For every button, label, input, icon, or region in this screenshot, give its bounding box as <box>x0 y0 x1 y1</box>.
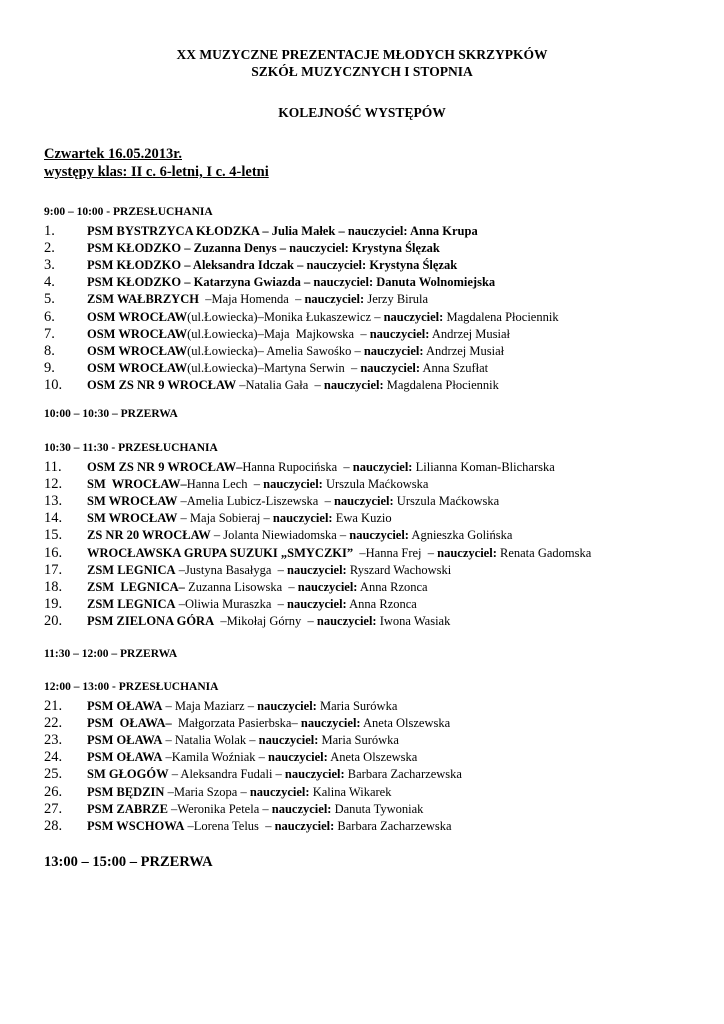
separator: (ul.Łowiecka)– <box>187 343 267 358</box>
teacher-name: Iwona Wasiak <box>376 613 451 628</box>
performance-entry <box>87 579 428 596</box>
performance-entry <box>87 749 417 766</box>
performance-number: 13. <box>44 493 63 510</box>
student-name: Maria Szopa <box>173 784 238 799</box>
separator: – <box>162 750 172 765</box>
teacher-name: Urszula Maćkowska <box>322 477 429 492</box>
teacher-label: nauczyciel: <box>333 494 394 509</box>
school-name: PSM BYSTRZYCA KŁODZKA <box>87 224 260 238</box>
performance-row <box>0 274 724 291</box>
teacher-label: nauczyciel: <box>347 224 408 238</box>
schedule-block-label: 10:00 – 10:30 – PRZERWA <box>44 408 178 420</box>
performance-entry <box>87 545 591 562</box>
student-name: Hanna Rupocińska <box>242 460 338 474</box>
separator: – <box>175 562 185 577</box>
separator: – <box>237 784 250 799</box>
performance-number: 2. <box>44 240 55 257</box>
teacher-name: Maria Surówka <box>318 733 399 748</box>
teacher-name: Danuta Wolnomiejska <box>373 275 496 290</box>
school-name: OSM WROCŁAW <box>87 343 188 358</box>
performance-number: 20. <box>44 612 63 629</box>
school-name: PSM ZIELONA GÓRA <box>87 613 215 628</box>
school-name: OSM WROCŁAW <box>87 309 188 324</box>
performance-number: 9. <box>44 359 55 376</box>
performance-number: 6. <box>44 308 55 325</box>
separator: – <box>318 494 334 509</box>
document-title: XX MUZYCZNE PREZENTACJE MŁODYCH SKRZYPKÓW <box>176 47 548 62</box>
separator: – <box>300 275 314 290</box>
school-name: PSM KŁODZKO <box>87 241 182 256</box>
performance-entry <box>87 801 423 818</box>
performance-number: 8. <box>44 342 55 359</box>
separator: – <box>184 818 194 833</box>
teacher-label: nauczyciel: <box>304 292 365 307</box>
performance-entry <box>87 732 399 749</box>
teacher-name: Ewa Kuzio <box>332 511 392 526</box>
performance-number: 7. <box>44 325 55 342</box>
performance-row <box>0 343 724 360</box>
separator: – <box>181 275 194 290</box>
school-name: SM WROCŁAW– <box>87 477 187 492</box>
performance-number: 23. <box>44 732 63 749</box>
performance-number: 22. <box>44 715 63 732</box>
performance-entry <box>87 784 391 801</box>
student-name: Oliwia Muraszka <box>184 596 272 611</box>
schedule-block-label: 9:00 – 10:00 - PRZESŁUCHANIA <box>44 206 213 218</box>
school-name: PSM OŁAWA– <box>87 716 172 731</box>
separator: (ul.Łowiecka)– <box>187 309 264 324</box>
performance-number: 15. <box>44 527 63 544</box>
performance-entry <box>87 562 451 579</box>
teacher-name: Krystyna Ślęzak <box>366 258 458 273</box>
separator: – <box>210 528 224 543</box>
teacher-label: nauczyciel: <box>352 460 413 474</box>
schedule-block-label: 10:30 – 11:30 - PRZESŁUCHANIA <box>44 442 218 454</box>
teacher-label: nauczyciel: <box>257 699 317 713</box>
performance-row <box>0 749 724 766</box>
school-name: WROCŁAWSKA GRUPA SUZUKI „SMYCZKI” <box>87 545 354 560</box>
performance-row <box>0 257 724 274</box>
school-name: ZSM WAŁBRZYCH <box>87 292 199 307</box>
separator: – <box>276 241 290 256</box>
teacher-label: nauczyciel: <box>369 326 430 341</box>
performance-entry <box>87 698 397 715</box>
performance-number: 10. <box>44 376 63 393</box>
performance-row <box>0 309 724 326</box>
school-name: ZSM LEGNICA <box>87 596 176 611</box>
performance-number: 5. <box>44 291 55 308</box>
student-name: Amelia Sawośko <box>266 343 352 358</box>
separator: – <box>247 477 264 492</box>
student-name: Lorena Telus <box>193 818 259 833</box>
student-name: Maja Sobieraj <box>189 511 261 526</box>
separator: – <box>246 733 259 748</box>
separator: – <box>335 224 348 238</box>
teacher-label: nauczyciel: <box>297 579 358 594</box>
student-name: Katarzyna Gwiazda <box>193 275 301 290</box>
student-name: Hanna Lech <box>186 477 248 492</box>
teacher-name: Magdalena Płociennik <box>383 377 499 392</box>
performance-entry <box>87 326 510 343</box>
performance-row <box>0 613 724 630</box>
student-name: Zuzanna Lisowska <box>188 579 283 594</box>
separator: – <box>162 733 175 748</box>
performance-row <box>0 510 724 527</box>
schedule-block-label: 12:00 – 13:00 - PRZESŁUCHANIA <box>44 681 219 693</box>
teacher-label: nauczyciel: <box>249 784 310 799</box>
teacher-name: Renata Gadomska <box>496 545 592 560</box>
student-name: Aleksandra Fudali <box>180 767 273 782</box>
separator: – <box>288 292 305 307</box>
schedule-block-label: 11:30 – 12:00 – PRZERWA <box>44 648 178 660</box>
separator: – <box>198 292 212 307</box>
student-name: Kamila Woźniak <box>171 750 256 765</box>
performance-row <box>0 715 724 732</box>
performance-number: 18. <box>44 578 63 595</box>
separator: – <box>162 699 175 713</box>
separator: (ul.Łowiecka)– <box>187 326 264 341</box>
teacher-name: Barbara Zacharzewska <box>334 818 452 833</box>
separator: – <box>282 579 298 594</box>
school-name: ZSM LEGNICA <box>87 562 176 577</box>
performance-row <box>0 698 724 715</box>
student-name: Małgorzata Pasierbska <box>177 716 292 731</box>
separator: – <box>301 613 317 628</box>
separator: – <box>168 767 181 782</box>
performance-number: 11. <box>44 459 62 475</box>
performance-row <box>0 291 724 308</box>
teacher-label: nauczyciel: <box>268 750 328 765</box>
performance-row <box>0 223 724 240</box>
separator: – <box>337 460 353 474</box>
performance-row <box>0 562 724 579</box>
performance-number: 19. <box>44 595 63 612</box>
student-name: Maja Majkowska <box>263 326 355 341</box>
teacher-label: nauczyciel: <box>306 258 367 273</box>
student-name: Aleksandra Idczak <box>192 258 294 273</box>
performance-row <box>0 527 724 544</box>
performance-number: 4. <box>44 274 55 291</box>
performance-entry <box>87 223 478 240</box>
separator: – <box>354 326 370 341</box>
school-name: PSM WSCHOWA <box>87 818 185 833</box>
teacher-label: nauczyciel: <box>287 596 347 611</box>
student-name: Justyna Basałyga <box>184 562 272 577</box>
classes-heading: występy klas: II c. 6-letni, I c. 4-letni <box>44 164 269 180</box>
performance-entry <box>87 291 428 308</box>
teacher-label: nauczyciel: <box>258 733 319 748</box>
teacher-name: Lilianna Koman-Blicharska <box>412 460 555 474</box>
teacher-name: Anna Krupa <box>407 224 478 238</box>
teacher-label: nauczyciel: <box>287 562 347 577</box>
student-name: Amelia Lubicz-Liszewska <box>186 494 319 509</box>
performance-row <box>0 459 724 476</box>
performance-entry <box>87 596 417 613</box>
school-name: PSM OŁAWA <box>87 733 163 748</box>
performance-row <box>0 377 724 394</box>
teacher-label: nauczyciel: <box>284 767 345 782</box>
student-name: Hanna Frej <box>365 545 422 560</box>
separator: – <box>308 377 324 392</box>
separator: – <box>336 528 350 543</box>
performance-row <box>0 784 724 801</box>
separator: – <box>255 750 269 765</box>
school-name: PSM BĘDZIN <box>87 784 165 799</box>
day-heading: Czwartek 16.05.2013r. <box>44 146 182 162</box>
performance-entry <box>87 377 499 394</box>
teacher-name: Andrzej Musiał <box>423 343 505 358</box>
teacher-label: nauczyciel: <box>263 477 323 492</box>
performance-entry <box>87 360 488 377</box>
teacher-name: Anna Szufłat <box>420 360 489 375</box>
student-name: Zuzanna Denys <box>193 241 277 256</box>
teacher-name: Maria Surówka <box>316 699 398 713</box>
student-name: Natalia Wolak <box>174 733 247 748</box>
school-name: SM GŁOGÓW <box>87 767 169 782</box>
teacher-name: Krystyna Ślęzak <box>348 241 440 256</box>
teacher-label: nauczyciel: <box>300 716 361 731</box>
separator: – <box>371 309 384 324</box>
document-subtitle: KOLEJNOŚĆ WYSTĘPÓW <box>278 105 446 120</box>
teacher-label: nauczyciel: <box>349 528 409 543</box>
performance-number: 21. <box>44 698 63 714</box>
separator: – <box>258 818 275 833</box>
performance-row <box>0 493 724 510</box>
performance-row <box>0 326 724 343</box>
school-name: PSM KŁODZKO <box>87 258 182 273</box>
performance-row <box>0 818 724 835</box>
school-name: PSM OŁAWA <box>87 699 163 713</box>
teacher-name: Anna Rzonca <box>346 596 417 611</box>
school-name: OSM ZS NR 9 WROCŁAW <box>87 377 237 392</box>
teacher-name: Agnieszka Golińska <box>408 528 513 543</box>
performance-entry <box>87 476 428 493</box>
teacher-label: nauczyciel: <box>323 377 384 392</box>
performance-number: 26. <box>44 783 63 800</box>
student-name: Julia Małek <box>271 224 336 238</box>
performance-number: 28. <box>44 817 63 834</box>
teacher-label: nauczyciel: <box>272 511 333 526</box>
performance-entry <box>87 818 452 835</box>
school-name: PSM ZABRZE <box>87 801 168 816</box>
student-name: Monika Łukaszewicz <box>263 309 372 324</box>
performance-entry <box>87 274 495 291</box>
separator: – <box>259 224 272 238</box>
teacher-name: Jerzy Birula <box>364 292 429 307</box>
performance-number: 16. <box>44 544 63 561</box>
separator: – <box>351 343 364 358</box>
student-name: Jolanta Niewiadomska <box>223 528 337 543</box>
teacher-label: nauczyciel: <box>363 343 424 358</box>
performance-number: 27. <box>44 800 63 817</box>
teacher-name: Anna Rzonca <box>357 579 428 594</box>
student-name: Maja Homenda <box>211 292 289 307</box>
teacher-name: Ryszard Wachowski <box>346 562 452 577</box>
separator: – <box>236 377 246 392</box>
performance-row <box>0 596 724 613</box>
performance-entry <box>87 766 462 783</box>
performance-entry <box>87 309 559 326</box>
teacher-label: nauczyciel: <box>383 309 444 324</box>
separator: – <box>244 699 258 713</box>
performance-number: 12. <box>44 476 63 493</box>
separator: – <box>167 801 178 816</box>
separator: – <box>214 613 227 628</box>
separator: – <box>353 545 366 560</box>
student-name: Maja Maziarz <box>174 699 245 713</box>
performance-number: 24. <box>44 749 63 766</box>
performance-entry <box>87 493 499 510</box>
teacher-label: nauczyciel: <box>274 818 335 833</box>
teacher-name: Magdalena Płociennik <box>443 309 559 324</box>
performance-entry <box>87 613 450 630</box>
teacher-name: Danuta Tywoniak <box>331 801 424 816</box>
separator: – <box>293 258 307 273</box>
student-name: Mikołaj Górny <box>226 613 302 628</box>
performance-entry <box>87 510 392 527</box>
teacher-label: nauczyciel: <box>316 613 377 628</box>
separator: – <box>271 562 288 577</box>
school-name: PSM KŁODZKO <box>87 275 182 290</box>
performance-number: 1. <box>44 223 55 239</box>
performance-number: 17. <box>44 561 63 578</box>
separator: – <box>177 494 187 509</box>
separator: – <box>164 784 174 799</box>
separator: – <box>181 241 194 256</box>
performance-row <box>0 801 724 818</box>
performance-number: 14. <box>44 510 63 527</box>
performance-number: 3. <box>44 257 55 274</box>
separator: – <box>291 716 301 731</box>
performance-entry <box>87 527 512 544</box>
school-name: OSM WROCŁAW <box>87 326 188 341</box>
teacher-name: Aneta Olszewska <box>360 716 451 731</box>
performance-row <box>0 766 724 783</box>
teacher-name: Aneta Olszewska <box>327 750 418 765</box>
performance-row <box>0 360 724 377</box>
teacher-label: nauczyciel: <box>271 801 332 816</box>
separator: – <box>271 596 287 611</box>
separator: – <box>272 767 285 782</box>
separator: – <box>344 360 361 375</box>
separator: (ul.Łowiecka)– <box>187 360 264 375</box>
performance-entry <box>87 343 504 360</box>
performance-entry <box>87 240 440 257</box>
teacher-name: Andrzej Musiał <box>429 326 510 341</box>
school-name: PSM OŁAWA <box>87 750 163 765</box>
separator: – <box>177 511 190 526</box>
performance-entry <box>87 715 450 732</box>
separator: – <box>260 511 273 526</box>
performance-row <box>0 545 724 562</box>
teacher-label: nauczyciel: <box>437 545 497 560</box>
school-name: OSM WROCŁAW <box>87 360 188 375</box>
performance-row <box>0 732 724 749</box>
teacher-name: Barbara Zacharzewska <box>344 767 462 782</box>
student-name: Martyna Serwin <box>263 360 345 375</box>
performance-row <box>0 476 724 493</box>
teacher-name: Urszula Maćkowska <box>393 494 500 509</box>
school-name: OSM ZS NR 9 WROCŁAW– <box>87 460 243 474</box>
performance-row <box>0 579 724 596</box>
performance-entry <box>87 459 555 476</box>
performance-row <box>0 240 724 257</box>
teacher-label: nauczyciel: <box>313 275 374 290</box>
student-name: Natalia Gała <box>245 377 309 392</box>
separator: – <box>175 596 185 611</box>
performance-entry <box>87 257 457 274</box>
school-name: SM WROCŁAW <box>87 511 178 526</box>
teacher-label: nauczyciel: <box>289 241 349 256</box>
school-name: ZS NR 20 WROCŁAW <box>87 528 211 543</box>
school-name: SM WROCŁAW <box>87 494 178 509</box>
separator: – <box>259 801 272 816</box>
teacher-label: nauczyciel: <box>360 360 421 375</box>
document-title-line2: SZKÓŁ MUZYCZNYCH I STOPNIA <box>251 64 473 79</box>
separator: – <box>421 545 438 560</box>
separator: – <box>181 258 193 273</box>
performance-number: 25. <box>44 766 63 783</box>
teacher-name: Kalina Wikarek <box>309 784 392 799</box>
school-name: ZSM LEGNICA– <box>87 579 185 594</box>
final-break-heading: 13:00 – 15:00 – PRZERWA <box>44 854 213 870</box>
student-name: Weronika Petela <box>177 801 260 816</box>
